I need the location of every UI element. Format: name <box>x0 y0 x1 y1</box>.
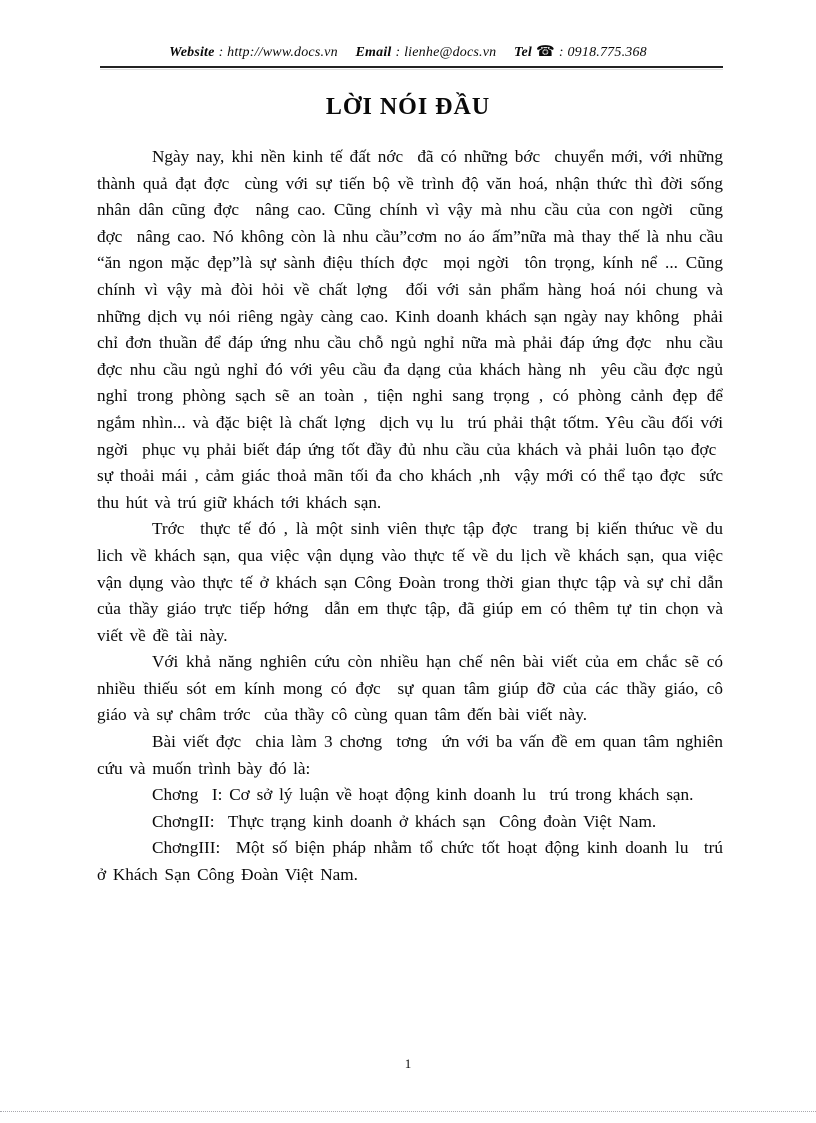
paragraph-limitations: Với khả năng nghiên cứu còn nhiều hạn chế nên bài viết của em chắc sẽ có nhiều thiếu sót em kính mong có đợc sự quan tâm giúp đỡ của các thầy giáo, cô giáo và sự châm trớc của thầy cô cùng quan tâm đến bài viết này. <box>97 652 723 725</box>
page-header <box>0 42 816 61</box>
tel-label: Tel <box>514 45 533 60</box>
footer-divider <box>0 1111 816 1112</box>
tel-value: : 0918.775.368 <box>558 45 647 60</box>
phone-icon: ☎ <box>536 44 555 60</box>
page-title: LỜI NÓI ĐẦU <box>325 94 491 120</box>
page-number: 1 <box>404 1056 412 1071</box>
email-label: Email <box>355 45 392 60</box>
paragraph-chapter-2: ChơngII: Thực trạng kinh doanh ở khách sạn Công đoàn Việt Nam. <box>152 811 657 831</box>
header-divider <box>100 66 723 70</box>
paragraph-internship: Trớc thực tế đó , là một sinh viên thực tập đợc trang bị kiến thứuc về du lich về khách sạn, qua việc vận dụng vào thực tế về du lịch về khách sạn, qua việc vận dụng vào thực tế ở khách sạn Công Đoàn trong thời gian thực tập và sự chỉ dẫn của thầy giáo trực tiếp hớng dẫn em thực tập, đã giúp em có thêm tự tin chọn và viết về đề tài này. <box>97 519 723 645</box>
paragraph-chapter-1: Chơng I: Cơ sở lý luận về hoạt động kinh doanh lu trú trong khách sạn. <box>152 785 694 805</box>
paragraph-intro: Ngày nay, khi nền kinh tế đất nớc đã có những bớc chuyển mới, với những thành quả đạt đợc cùng với sự tiến bộ về trình độ văn hoá, nhận thức thì đời sống nhân dân cũng đợc nâng cao. Cũng chính vì vậy mà nhu cầu của con ngời cũng đợc nâng cao. Nó không còn là nhu cầu”cơm no áo ấm”nữa mà thay thế là nhu cầu “ăn ngon mặc đẹp”là sự sành điệu thích đợc mọi ngời tôn trọng, kính nể ... Cũng chính vì vậy mà đòi hỏi về chất lợng đối với sản phẩm hàng hoá nói chung và những dịch vụ nói riêng ngày càng cao. Kinh doanh khách sạn ngày nay không phải chỉ đơn thuần để đáp ứng nhu cầu chỗ ngủ nghỉ nữa mà phải đáp ứng đợc nhu cầu đợc nhu cầu ngủ nghỉ đó với yêu cầu đa dạng của khách hàng nh yêu cầu đợc ngủ nghỉ trong phòng sạch sẽ an toàn , tiện nghi sang trọng , có phòng cảnh đẹp để ngắm nhìn... và đặc biệt là chất lợng dịch vụ lu trú phải thật tốtm. Yêu cầu đối với ngời phục vụ phải biết đáp ứng tốt đầy đủ nhu cầu của khách và phải luôn tạo đợc sự thoải mái , cảm giác thoả mãn tối đa cho khách ,nh vậy mới có thể tạo đợc sức thu hút và trú giữ khách tới khách sạn. <box>97 147 723 512</box>
website-value: : http://www.docs.vn <box>218 45 338 60</box>
email-value: : lienhe@docs.vn <box>395 45 497 60</box>
paragraph-structure: Bài viết đợc chia làm 3 chơng tơng ứn với ba vấn đề em quan tâm nghiên cứu và muốn trình bày đó là: <box>97 732 723 778</box>
website-label: Website <box>169 45 215 60</box>
paragraph-chapter-3: ChơngIII: Một số biện pháp nhằm tổ chức tốt hoạt động kinh doanh lu trú ở Khách Sạn Công Đoàn Việt Nam. <box>97 838 723 885</box>
document-body <box>97 144 723 889</box>
